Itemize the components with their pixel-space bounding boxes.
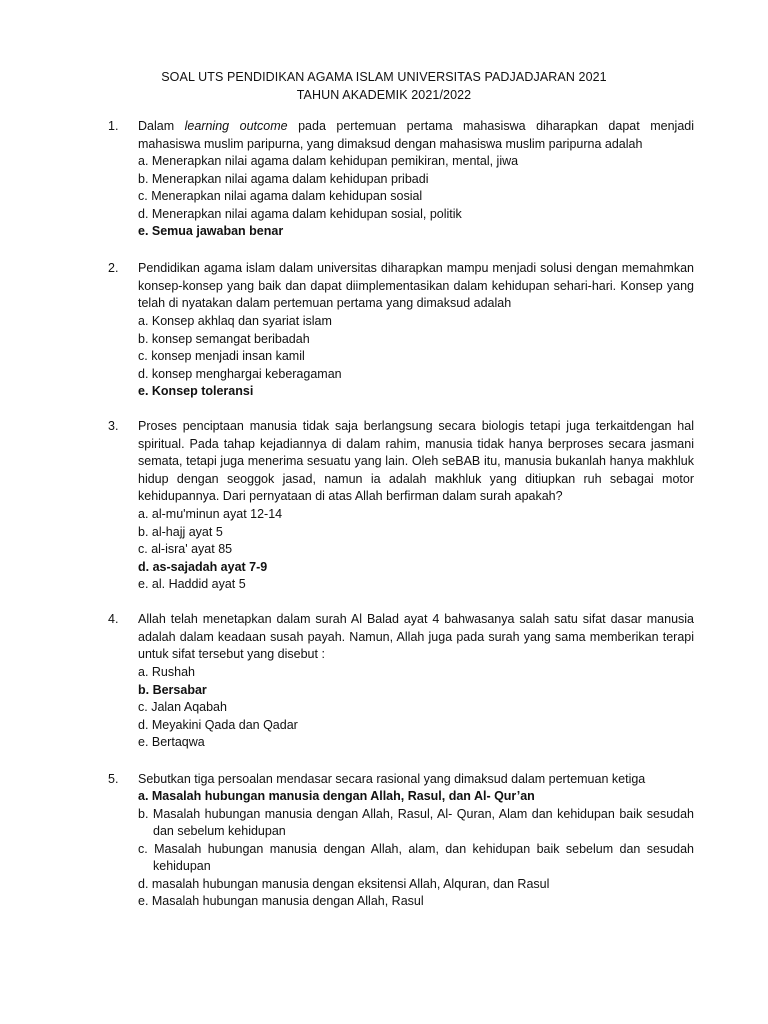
option-b: b. Menerapkan nilai agama dalam kehidupan pribadi [138,171,429,186]
option-e: e. Bertaqwa [138,735,205,749]
option-b: b. Masalah hubungan manusia dengan Allah, Rasul, Al- Quran, Alam dan kehidupan baik sesudah dan sebelum kehidupan [138,806,694,838]
option-c: c. Menerapkan nilai agama dalam kehidupan sosial [138,189,423,203]
answer-options [138,506,694,594]
question-number: 3. [108,419,119,433]
option-e: e. al. Haddid ayat 5 [138,577,246,591]
option-d-correct: d. as-sajadah ayat 7-9 [138,559,268,574]
question-stem: Allah telah menetapkan dalam surah Al Balad ayat 4 bahwasanya salah satu sifat dasar manusia adalah dalam keadaan susah payah. Namun, Allah juga pada surah yang sama memberikan terapi untuk sifat tersebut yang disebut : [138,612,694,661]
option-c: c. al-isra' ayat 85 [138,542,233,556]
option-e: e. Masalah hubungan manusia dengan Allah, Rasul [138,894,424,908]
option-d: d. Menerapkan nilai agama dalam kehidupan sosial, politik [138,206,462,221]
question-stem: Sebutkan tiga persoalan mendasar secara rasional yang dimaksud dalam pertemuan ketiga [138,772,646,786]
option-a: a. Menerapkan nilai agama dalam kehidupan pemikiran, mental, jiwa [138,154,519,168]
question-number: 4. [108,612,119,626]
option-e-correct: e. Semua jawaban benar [138,224,284,238]
italic-term: learning outcome [184,119,288,133]
option-a: a. al-mu'minun ayat 12-14 [138,507,283,521]
option-b: b. konsep semangat beribadah [138,331,310,346]
option-b: b. al-hajj ayat 5 [138,524,223,539]
option-a: a. Rushah [138,665,195,679]
question-number: 2. [108,261,119,275]
answer-options [138,788,694,911]
option-c: c. Masalah hubungan manusia dengan Allah, alam, dan kehidupan baik sebelum dan sesudah kehidupan [138,841,694,873]
answer-options [138,664,694,752]
option-e-correct: e. Konsep toleransi [138,384,254,398]
document-title: SOAL UTS PENDIDIKAN AGAMA ISLAM UNIVERSITAS PADJADJARAN 2021 [161,70,607,84]
option-c: c. Jalan Aqabah [138,700,227,714]
option-c: c. konsep menjadi insan kamil [138,349,305,363]
question-stem: Pendidikan agama islam dalam universitas diharapkan mampu menjadi solusi dengan memahmkan konsep-konsep yang baik dan dapat diimplementasikan dalam kehidupan sehari-hari. Konsep yang telah di nyatakan dalam pertemuan pertama yang dimaksud adalah [138,261,694,310]
answer-options [138,313,694,401]
question-stem: Proses penciptaan manusia tidak saja berlangsung secara biologis tetapi juga terkaitdengan hal spiritual. Pada tahap kejadiannya di dalam rahim, manusia tidak hanya berproses secara jasmani semata, tetapi juga menerima sesuatu yang lain. Oleh seBAB itu, manusia bukanlah hanya makhluk hidup dengan seoggok jasad, namun ia adalah makhluk yang ditiupkan ruh sebagai motor kehidupannya. Dari pernyataan di atas Allah berfirman dalam surah apakah? [138,419,694,503]
option-d: d. Meyakini Qada dan Qadar [138,717,298,732]
document-subtitle: TAHUN AKADEMIK 2021/2022 [296,88,472,102]
option-a-correct: a. Masalah hubungan manusia dengan Allah, Rasul, dan Al- Qur’an [138,789,535,803]
option-b-correct: b. Bersabar [138,682,207,697]
question-number: 5. [108,772,119,786]
option-d: d. konsep menghargai keberagaman [138,366,342,381]
answer-options [138,153,694,241]
option-a: a. Konsep akhlaq dan syariat islam [138,314,332,328]
question-stem: Dalam learning outcome pada pertemuan pertama mahasiswa diharapkan dapat menjadi mahasiswa muslim paripurna, yang dimaksud dengan mahasiswa muslim paripurna adalah [138,119,694,151]
question-number: 1. [108,119,119,133]
option-d: d. masalah hubungan manusia dengan eksitensi Allah, Alquran, dan Rasul [138,876,550,891]
